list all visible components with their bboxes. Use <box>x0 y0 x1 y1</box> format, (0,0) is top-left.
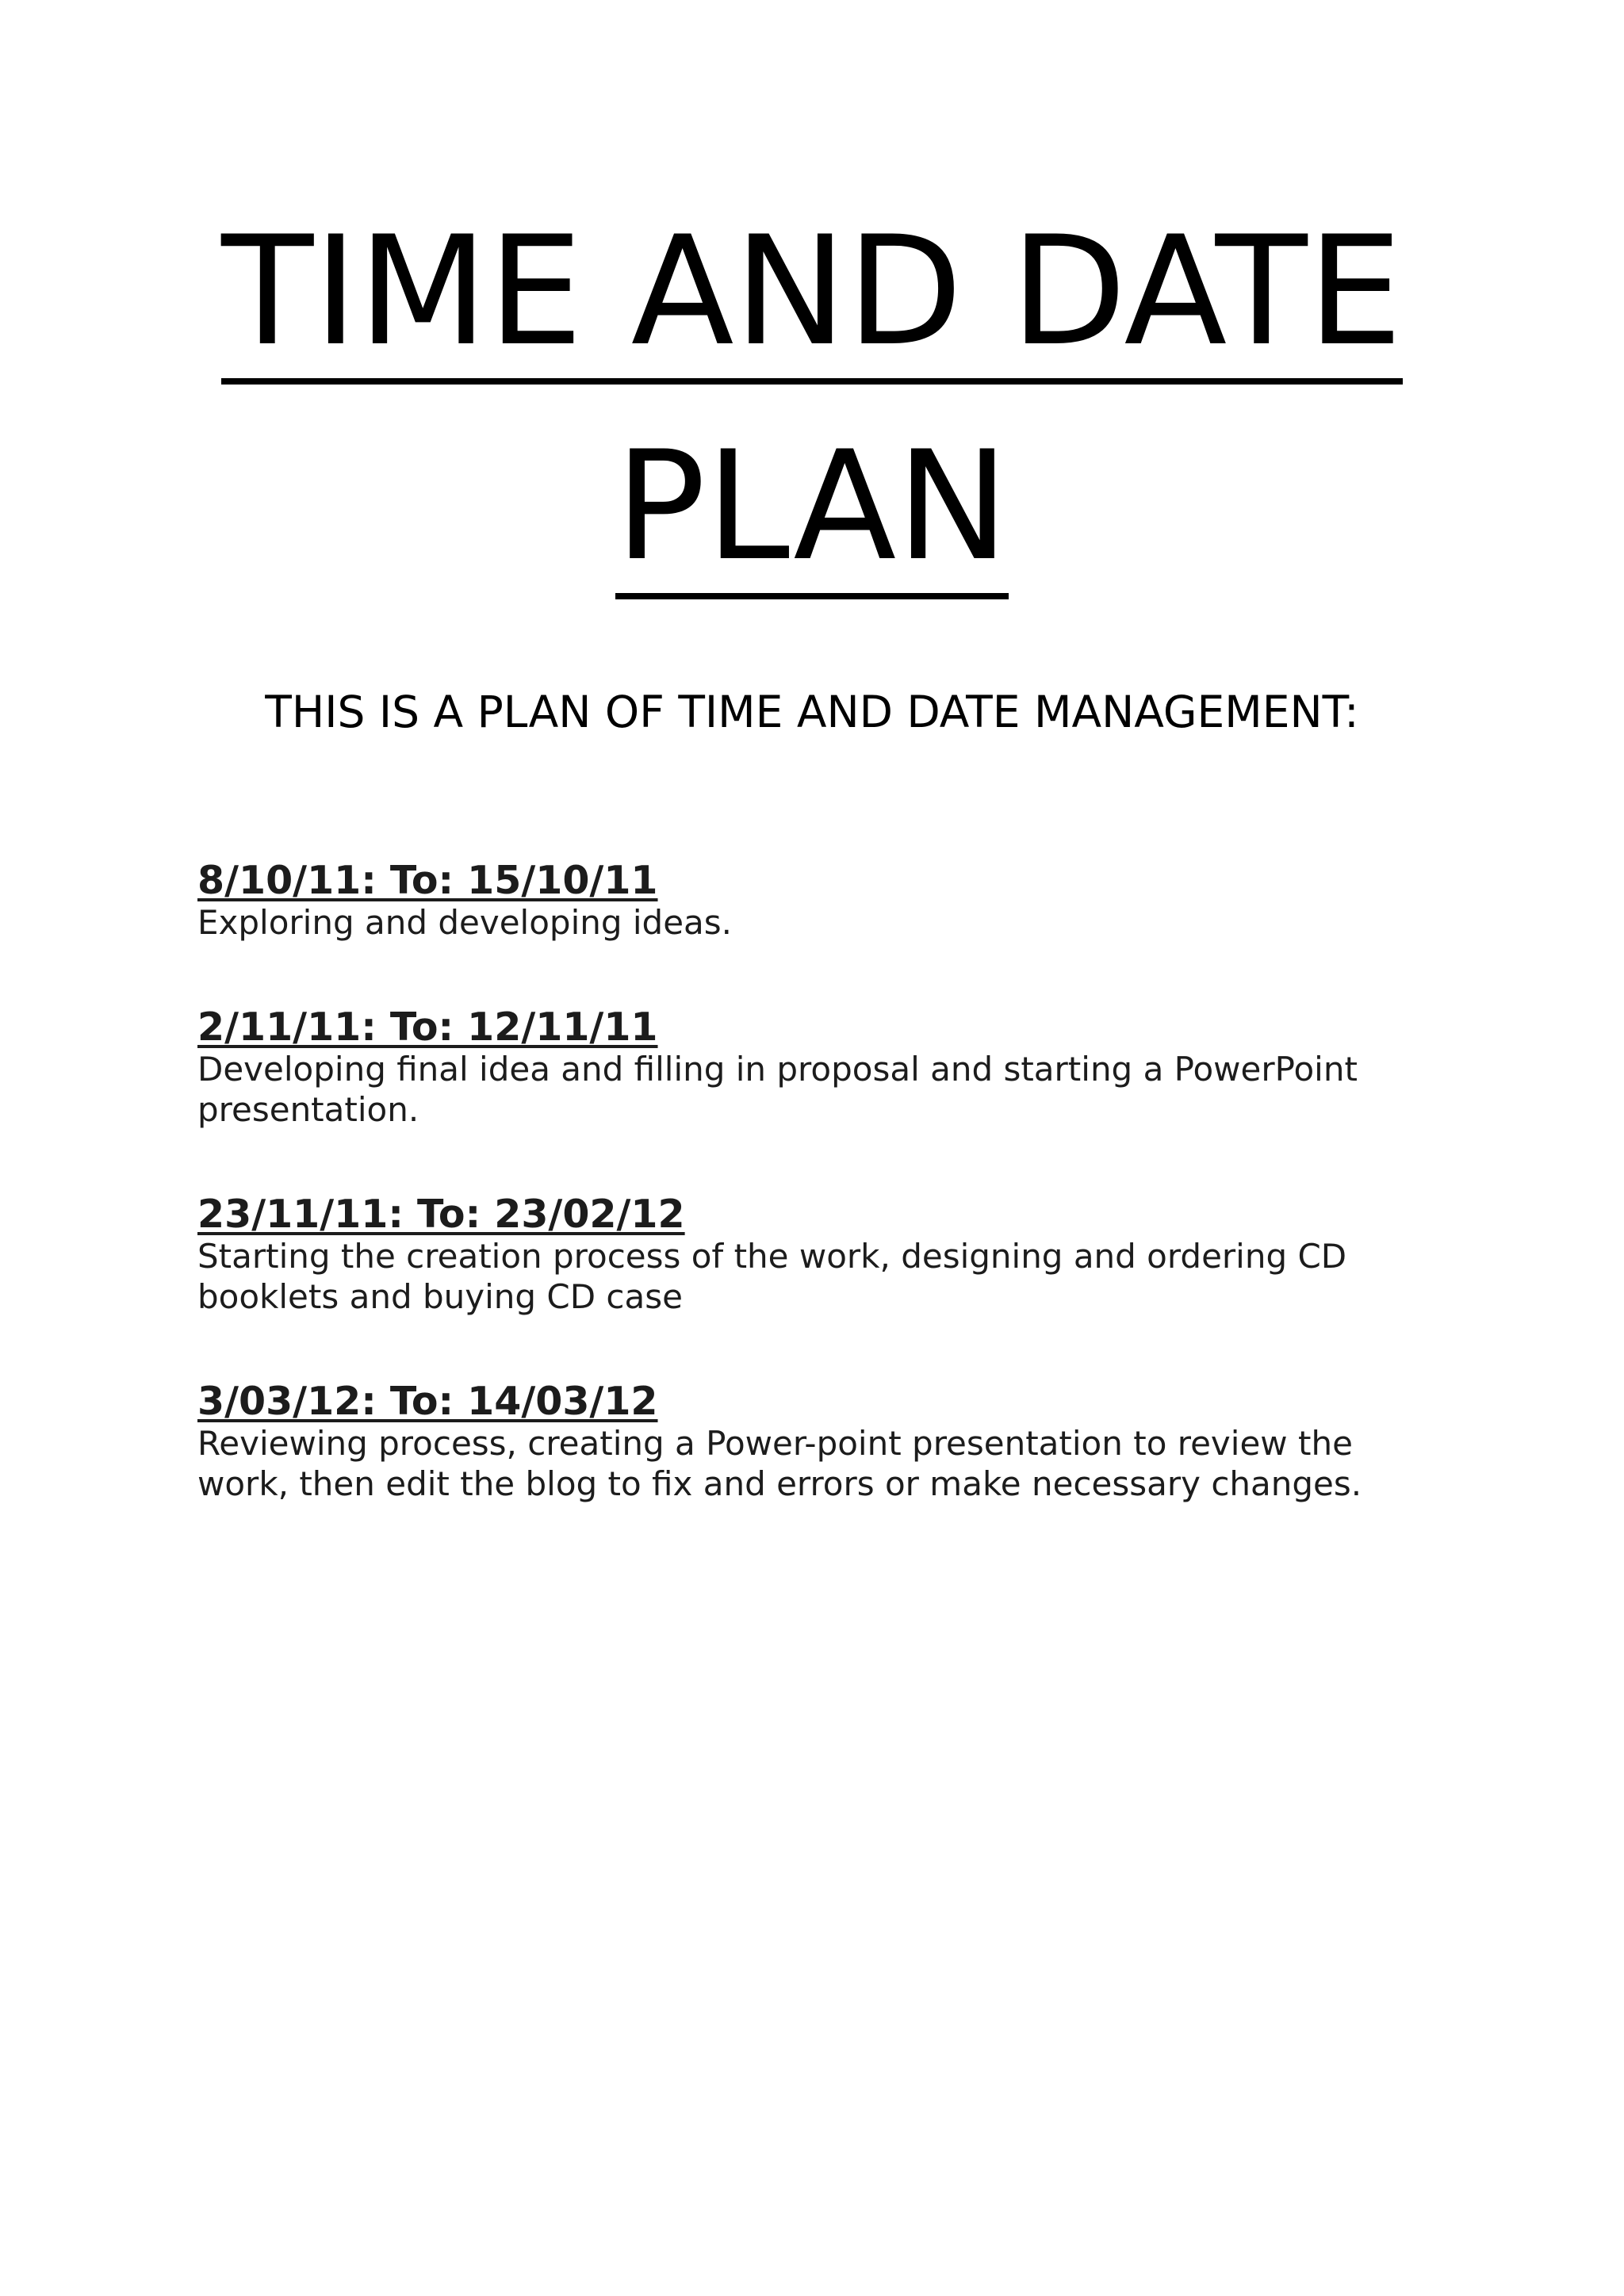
entry-date-range: 2/11/11: To: 12/11/11 <box>197 1004 658 1050</box>
schedule-entry <box>197 859 1434 943</box>
entry-description: Reviewing process, creating a Power-point presentation to review the work, then edit the blog to fix and errors or make necessary changes. <box>197 1424 1362 1503</box>
entry-date-range: 23/11/11: To: 23/02/12 <box>197 1192 685 1237</box>
entry-date-range: 3/03/12: To: 14/03/12 <box>197 1379 658 1424</box>
entry-description: Starting the creation process of the work, designing and ordering CD booklets and buying CD case <box>197 1237 1347 1316</box>
schedule-entry <box>197 1193 1434 1317</box>
entry-description: Exploring and developing ideas. <box>197 903 733 942</box>
page-subtitle: THIS IS A PLAN OF TIME AND DATE MANAGEMENT: <box>265 687 1359 737</box>
title-line-1: TIME AND DATE <box>221 216 1403 385</box>
schedule-entry <box>197 1006 1434 1130</box>
schedule-entry <box>197 1380 1434 1504</box>
entry-date-range: 8/10/11: To: 15/10/11 <box>197 858 658 903</box>
page-title <box>0 198 1624 599</box>
entry-description: Developing final idea and filling in proposal and starting a PowerPoint presentation. <box>197 1050 1358 1129</box>
schedule-list <box>197 859 1434 1567</box>
title-line-2: PLAN <box>615 431 1009 599</box>
